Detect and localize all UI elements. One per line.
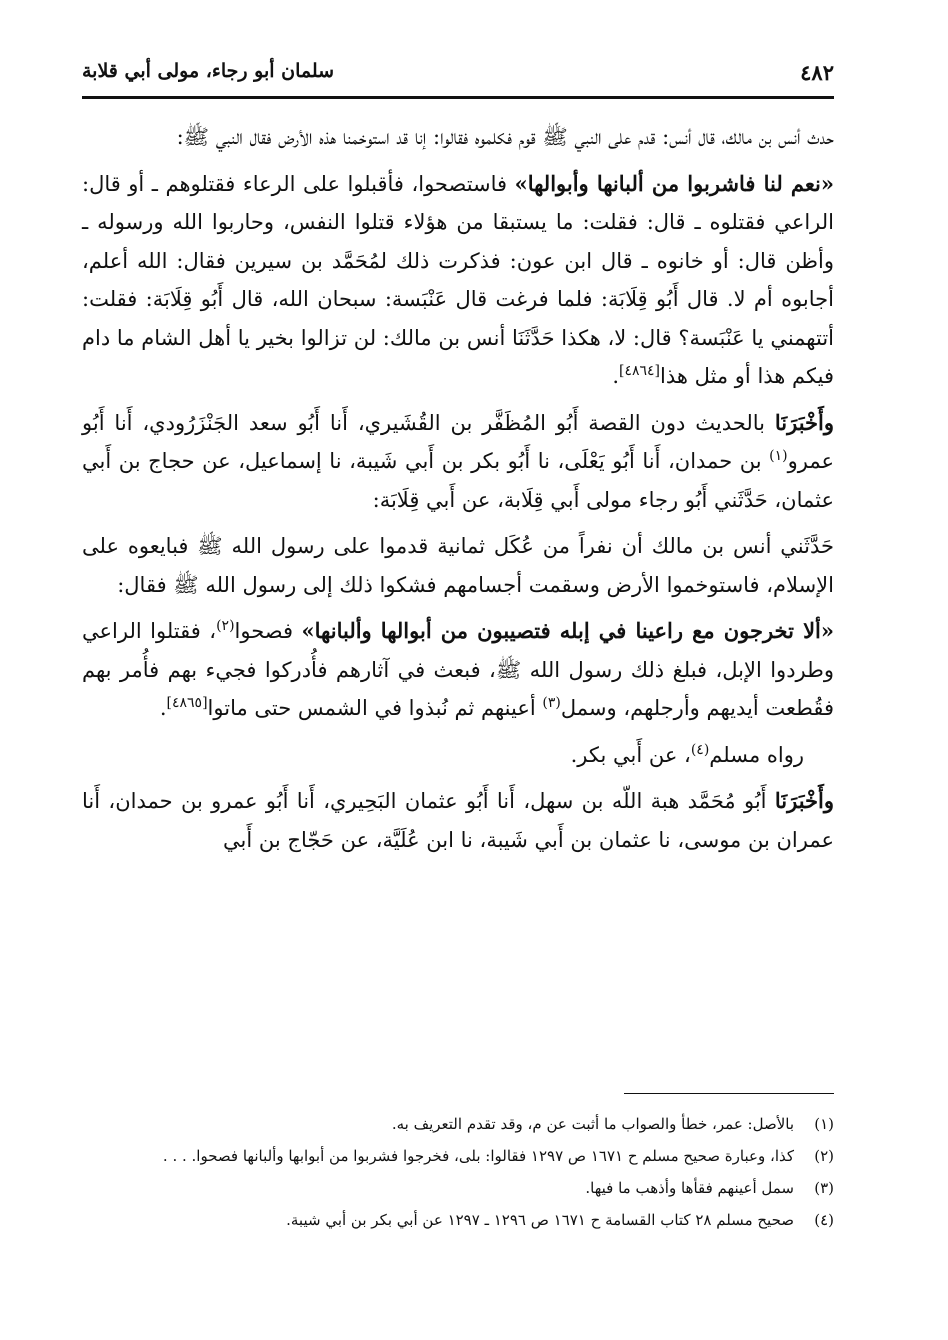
footnote-marker-3: (٣)	[542, 695, 561, 711]
footnote-number: (٢)	[814, 1147, 834, 1165]
page-header	[82, 56, 834, 96]
paragraph-6	[82, 736, 834, 775]
main-text	[82, 118, 834, 867]
paragraph-6-text-b: ، عن أَبي بكر.	[570, 742, 691, 767]
paragraph-4-text: حَدَّثَني أنس بن مالك أن نفراً من عُكَل ثمانية قدموا على رسول الله ﷺ فبايعوه على الإسلام، فاستوخموا الأرض وسقمت أجسامهم فشكوا ذلك إلى رسول الله ﷺ فقال:	[82, 534, 834, 597]
paragraph-4	[82, 527, 834, 604]
footnote-number: (٤)	[814, 1211, 834, 1229]
hadith-quote-1: «نعم لنا فاشربوا من ألبانها وأبوالها»	[514, 170, 834, 196]
running-title: سلمان أبو رجاء، مولى أبي قلابة	[82, 60, 335, 82]
paragraph-7	[82, 782, 834, 859]
paragraph-5-text-c: أعينهم ثم نُبذوا في الشمس حتى ماتوا	[207, 696, 543, 720]
footnote-marker-1: (١)	[769, 448, 788, 464]
isnad-lead-2: وأَخْبَرَنَا	[774, 788, 834, 813]
page-number: ٤٨٢	[800, 60, 834, 85]
paragraph-3	[82, 404, 834, 520]
hadith-number-4865: [٤٨٦٥]	[166, 695, 208, 711]
hadith-number-4864: [٤٨٦٤]	[619, 363, 661, 379]
paragraph-3-text-a: بالحديث دون القصة أَبُو المُظَفَّر بن القُشَيري، أَنا أَبُو سعد الجَنْزَرُودي، أَنا أَبُو عمرو	[82, 410, 834, 473]
paragraph-1-text: حدث أنس بن مالك، قال أنس: قدم على النبي ﷺ قوم فكلموه فقالوا: إنا قد استوخمنا هذه الأرض فقال النبي ﷺ:	[176, 125, 834, 149]
header-rule	[82, 96, 834, 99]
footnote-number: (١)	[814, 1115, 834, 1133]
footnotes	[82, 1110, 834, 1238]
paragraph-3-text-b: بن حمدان، أَنا أَبُو يَعْلَى، نا أَبُو بكر بن أَبي شَيبة، نا إسماعيل، عن حجاج بن أَبي عثمان، حَدَّثَني أَبُو رجاء مولى أَبي قِلَابة، عن أَبي قِلَابَة:	[82, 449, 834, 512]
footnote-1	[82, 1110, 834, 1138]
footnote-marker-2: (٢)	[216, 618, 235, 634]
footnote-text: صحيح مسلم ٢٨ كتاب القسامة ح ١٦٧١ ص ١٢٩٦ ـ ١٢٩٧ عن أبي بكر بن أبي شيبة.	[286, 1211, 794, 1229]
paragraph-5: «ألا تخرجون مع راعينا في إبله فتصيبون من أبوالها وألبانها» فصحوا$^{(٢)}$، فقتلوا الراعي وطردوا الإبل، فبلغ ذلك رسول الله ﷺ، فبعث في آثارهم فأُدركوا فجيء بهم فأُمر بهم فقُطعت أيديهم وأرجلهم، وسمل$^{(٣)}$ أعينهم ثم نُبذوا في الشمس حتى ماتوا[٤٨٦٥].	[82, 618, 835, 720]
footnote-text: سمل أعينهم فقأها وأذهب ما فيها.	[585, 1179, 794, 1197]
footnote-marker-4: (٤)	[690, 741, 710, 758]
footnote-text: بالأصل: عمر، خطأ والصواب ما أثبت عن م، وقد تقدم التعريف به.	[391, 1115, 794, 1133]
paragraph-7-text: أَبُو مُحَمَّد هبة اللّه بن سهل، أَنا أَبُو عثمان البَحِيري، أَنا أَبُو عمرو بن حمدان، أَنا عمران بن موسى، نا عثمان بن أَبي شَيبة، نا ابن عُلَيَّة، عن حَجّاج بن أَبي	[82, 789, 834, 852]
paragraph-5-text-b: ، فقتلوا الراعي وطردوا الإبل، فبلغ ذلك رسول الله ﷺ، فبعث في آثارهم فأُدركوا فجيء بهم فأُمر بهم فقُطعت أيديهم وأرجلهم، وسمل	[82, 619, 834, 720]
footnote-text: كذا، وعبارة صحيح مسلم ح ١٦٧١ ص ١٢٩٧ فقالوا: بلى، فخرجوا فشربوا من أبوابها وألبانها فصحوا. . . .	[162, 1147, 794, 1165]
paragraph-1	[82, 118, 834, 157]
paragraph-2-text: فاستصحوا، فأقبلوا على الرعاء فقتلوهم ـ أو قال: الراعي فقتلوه ـ قال: فقلت: ما يستبقا من هؤلاء قتلوا النفس، وحاربوا الله ورسوله ـ وأظن قال: أو خانوه ـ قال ابن عون: فذكرت ذلك لمُحَمَّد بن سيرين فقال: الله أعلم، أجابوه أم لا. قال أَبُو قِلَابَة: فلما فرغت قال عَنْبَسة: سبحان الله، قال أَبُو قِلَابَة: فقلت: أتتهمني يا عَنْبَسة؟ قال: لا، هكذا حَدَّثَنَا أنس بن مالك: لن تزالوا بخير يا أهل الشام ما دام فيكم هذا أو مثل هذا	[82, 171, 834, 388]
paragraph-2: «نعم لنا فاشربوا من ألبانها وأبوالها» فاستصحوا، فأقبلوا على الرعاء فقتلوهم ـ أو قال: الراعي فقتلوه ـ قال: فقلت: ما يستبقا من هؤلاء قتلوا النفس، وحاربوا الله ورسوله ـ وأظن قال: أو خانوه ـ قال ابن عون: فذكرت ذلك لمُحَمَّد بن سيرين فقال: الله أعلم، أجابوه أم لا. قال أَبُو قِلَابَة: فلما فرغت قال عَنْبَسة: سبحان الله، قال أَبُو قِلَابَة: فقلت: أتتهمني يا عَنْبَسة؟ قال: لا، هكذا حَدَّثَنَا أنس بن مالك: لن تزالوا بخير يا أهل الشام ما دام فيكم هذا أو مثل هذا[٤٨٦٤].	[82, 170, 834, 388]
footnote-4	[82, 1206, 834, 1234]
footnote-2	[82, 1142, 834, 1170]
paragraph-6-text-a: رواه مسلم	[709, 742, 804, 767]
footnote-number: (٣)	[814, 1179, 834, 1197]
paragraph-5-text-a: فصحوا	[234, 619, 302, 643]
isnad-lead-1: وأَخْبَرَنَا	[774, 409, 834, 435]
hadith-quote-2: «ألا تخرجون مع راعينا في إبله فتصيبون من أبوالها وألبانها»	[301, 618, 835, 643]
footnote-separator	[624, 1093, 834, 1094]
footnote-3	[82, 1174, 834, 1202]
